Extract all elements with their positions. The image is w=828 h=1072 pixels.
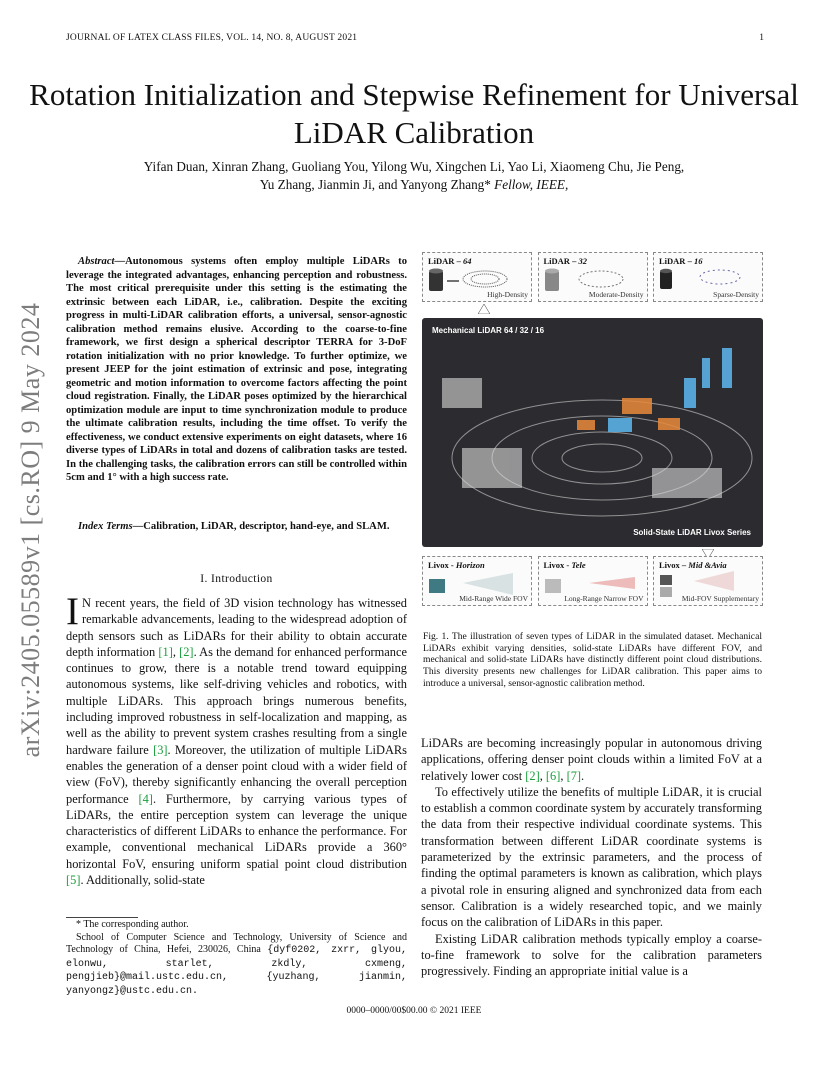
authors-line-2: Yu Zhang, Jianmin Ji, and Yanyong Zhang*: [259, 177, 491, 192]
panel-model: Horizon: [455, 560, 485, 570]
panel-title: Livox -: [428, 560, 456, 570]
index-terms-label: Index Terms: [78, 521, 133, 532]
mechanical-lidar-label: Mechanical LiDAR 64 / 32 / 16: [432, 326, 545, 335]
footnote-corresponding: * The corresponding author.: [76, 919, 189, 930]
footnote-emails: {dyf0202, zxrr, glyou, elonwu, starlet, zkdly, cxmeng, pengjieb}@mail.ustc.edu.cn, {yuzhang, jianmin, yanyongz}@ustc.edu.cn.: [66, 945, 407, 997]
index-terms-text: —Calibration, LiDAR, descriptor, hand-eye, and SLAM.: [132, 521, 390, 532]
panel-title: Livox -: [543, 560, 572, 570]
citation-link[interactable]: [4]: [138, 791, 153, 806]
footnote-affiliation: School of Computer Science and Technology, University of Science and Technology of China, Hefei, 230026, China: [66, 931, 407, 955]
intro-paragraph: [66, 590, 407, 888]
panel-model: 16: [693, 256, 703, 266]
page-number: 1: [759, 33, 764, 43]
mechanical-panels: [422, 252, 763, 302]
panel-title: LiDAR –: [428, 256, 463, 266]
author-fellow-note: Fellow, IEEE,: [494, 177, 569, 192]
panel-model: Mid &Avia: [688, 560, 727, 570]
index-terms: [66, 520, 407, 534]
panel-fov-label: Mid-FOV Supplementary: [681, 594, 759, 603]
drop-cap: I: [66, 590, 79, 633]
panel-fov-label: Mid-Range Wide FOV: [459, 594, 528, 603]
up-arrow-icon: [478, 304, 490, 314]
abstract: [66, 255, 407, 485]
authors-line-1: Yifan Duan, Xinran Zhang, Guoliang You, Yilong Wu, Xingchen Li, Yao Li, Xiaomeng Chu, Jie Peng,: [143, 159, 685, 174]
copyright-footer: 0000–0000/00$00.00 © 2021 IEEE: [346, 1006, 482, 1016]
intro-text: . Additionally, solid-state: [80, 873, 205, 888]
solid-state-panels: [422, 556, 763, 606]
body-text: LiDARs are becoming increasingly popular in autonomous driving applications, offering denser point clouds within a limited FoV at a relatively lower cost: [421, 736, 762, 783]
paragraph: LiDARs are becoming increasingly popular in autonomous driving applications, offering denser point clouds within a limited FoV at a relatively lower cost [2], [6], [7].: [421, 736, 762, 783]
solid-state-label: Solid-State LiDAR Livox Series: [633, 528, 751, 537]
paragraph: To effectively utilize the benefits of multiple LiDAR, it is crucial to establish a common coordinate system by accurately transforming the data from their respective individual coordinate systems. This transformation between different LiDAR coordinate systems is parameterized by the extrinsic parameters, and the process of finding the optimal parameters is known as calibration, which plays a pivotal role in ensuring aligned and synchronized data from each sensor. Calibration is a widely researched topic, and we mainly focus on the calibration of LiDARs in this paper.: [421, 784, 762, 930]
footnote: [66, 919, 407, 998]
intro-text: N recent years, the field of 3D vision technology has witnessed remarkable advancements, leading to the widespread adoption of depth sensors such as LiDARs for their ability to obtain accurate depth information: [66, 596, 407, 659]
simulated-point-cloud-scene: [422, 318, 763, 547]
intro-text: ,: [172, 644, 180, 659]
intro-text: . As the demand for enhanced performance continues to grow, there is a notable trend toward equipping autonomous systems, like self-driving vehicles and robotics, with multiple LiDARs. This approach brings numerous benefits, including improved robustness in self-localization and mapping, as well as the ability to prevent system crashes resulting from a single hardware failure: [66, 644, 407, 757]
arxiv-stamp-text: arXiv:2405.05589v1 [cs.RO] 9 May 2024: [16, 302, 45, 758]
figure-1: [422, 252, 763, 618]
paragraph: Existing LiDAR calibration methods typically employ a coarse-to-fine framework to solve for the calibration parameters progressively. Finding an appropriate initial value is a: [421, 931, 762, 979]
panel-model: Tele: [571, 560, 586, 570]
arxiv-stamp: [11, 285, 51, 775]
footnote-rule: [66, 917, 138, 918]
citation-link[interactable]: [5]: [66, 873, 81, 888]
panel-density-label: Sparse-Density: [713, 290, 759, 299]
panel-density-label: High-Density: [487, 290, 528, 299]
panel-livox-horizon: [422, 556, 532, 606]
figure-caption: Fig. 1. The illustration of seven types of LiDAR in the simulated dataset. Mechanical LiDARs exhibit varying densities, solid-state LiDARs have different FOV, and mechanical and solid-state LiDARs have distinctly different point cloud distributions. This diversity presents new challenges for LiDAR calibration. This paper aims to introduce a universal, sensor-agnostic calibration method.: [423, 631, 762, 689]
abstract-text: —Autonomous systems often employ multiple LiDARs to leverage the integrated advantages, enhancing perception and robustness. The most critical prerequisite under this setting is the estimating the extrinsic between each LiDAR, i.e., calibration. Despite the exciting progress in multi-LiDAR calibration efforts, a universal, sensor-agnostic calibration method remains elusive. According to the coarse-to-fine framework, we first design a spherical descriptor TERRA for 3-DoF rotation initialization with no prior knowledge. To further optimize, we present JEEP for the joint estimation of extrinsic and pose, integrating geometric and motion information to overcome factors affecting the point cloud registration. Finally, the LiDAR poses optimized by the hierarchical optimization module are input to time synchronization module to produce the ultimate calibration results, including the time offset. To verify the effectiveness, we conduct extensive experiments on eight datasets, where 16 diverse types of LiDARs in total and dozens of calibration tasks are tested. In the challenging tasks, the calibration errors can still be controlled within 5cm and 1° with a high success rate.: [66, 256, 407, 483]
section-heading-introduction: I. Introduction: [200, 573, 273, 585]
point-cloud-render: [422, 318, 763, 547]
panel-title: LiDAR –: [659, 256, 694, 266]
citation-link[interactable]: [6]: [545, 768, 561, 783]
abstract-label: Abstract: [78, 256, 115, 267]
panel-density-label: Moderate-Density: [588, 290, 644, 299]
right-column-text: [421, 735, 762, 979]
paper-title: Rotation Initialization and Stepwise Refinement for Universal LiDAR Calibration: [29, 77, 799, 150]
panel-lidar-32: [538, 252, 648, 302]
panel-model: 32: [578, 256, 587, 266]
panel-fov-label: Long-Range Narrow FOV: [564, 594, 644, 603]
citation-link[interactable]: [3]: [153, 742, 168, 757]
panel-lidar-64: [422, 252, 532, 302]
citation-link[interactable]: [7]: [566, 768, 582, 783]
citation-link[interactable]: [1]: [158, 644, 173, 659]
panel-title: LiDAR –: [543, 256, 579, 266]
panel-model: 64: [462, 256, 472, 266]
panel-title: Livox –: [659, 560, 689, 570]
panel-livox-mid-avia: [653, 556, 763, 606]
intro-text: . Moreover, the utilization of multiple LiDARs enables the generation of a denser point cloud with a wider field of view (FoV), thereby significantly enhancing the overall perception performance: [66, 742, 407, 806]
panel-livox-tele: [538, 556, 648, 606]
citation-link[interactable]: [2]: [179, 644, 194, 659]
intro-text: . Furthermore, by carrying various types of LiDARs, the entire perception system can leverage the unique characteristics of different LiDARs to enhance the performance. For example, conventional mechanical LiDARs provide a 360° horizontal FoV, ensuring uniform spatial point cloud distribution: [66, 791, 407, 871]
author-list: [60, 158, 768, 194]
journal-header: JOURNAL OF LATEX CLASS FILES, VOL. 14, NO. 8, AUGUST 2021: [66, 33, 358, 43]
citation-link[interactable]: [2]: [525, 768, 540, 783]
panel-lidar-16: [653, 252, 763, 302]
